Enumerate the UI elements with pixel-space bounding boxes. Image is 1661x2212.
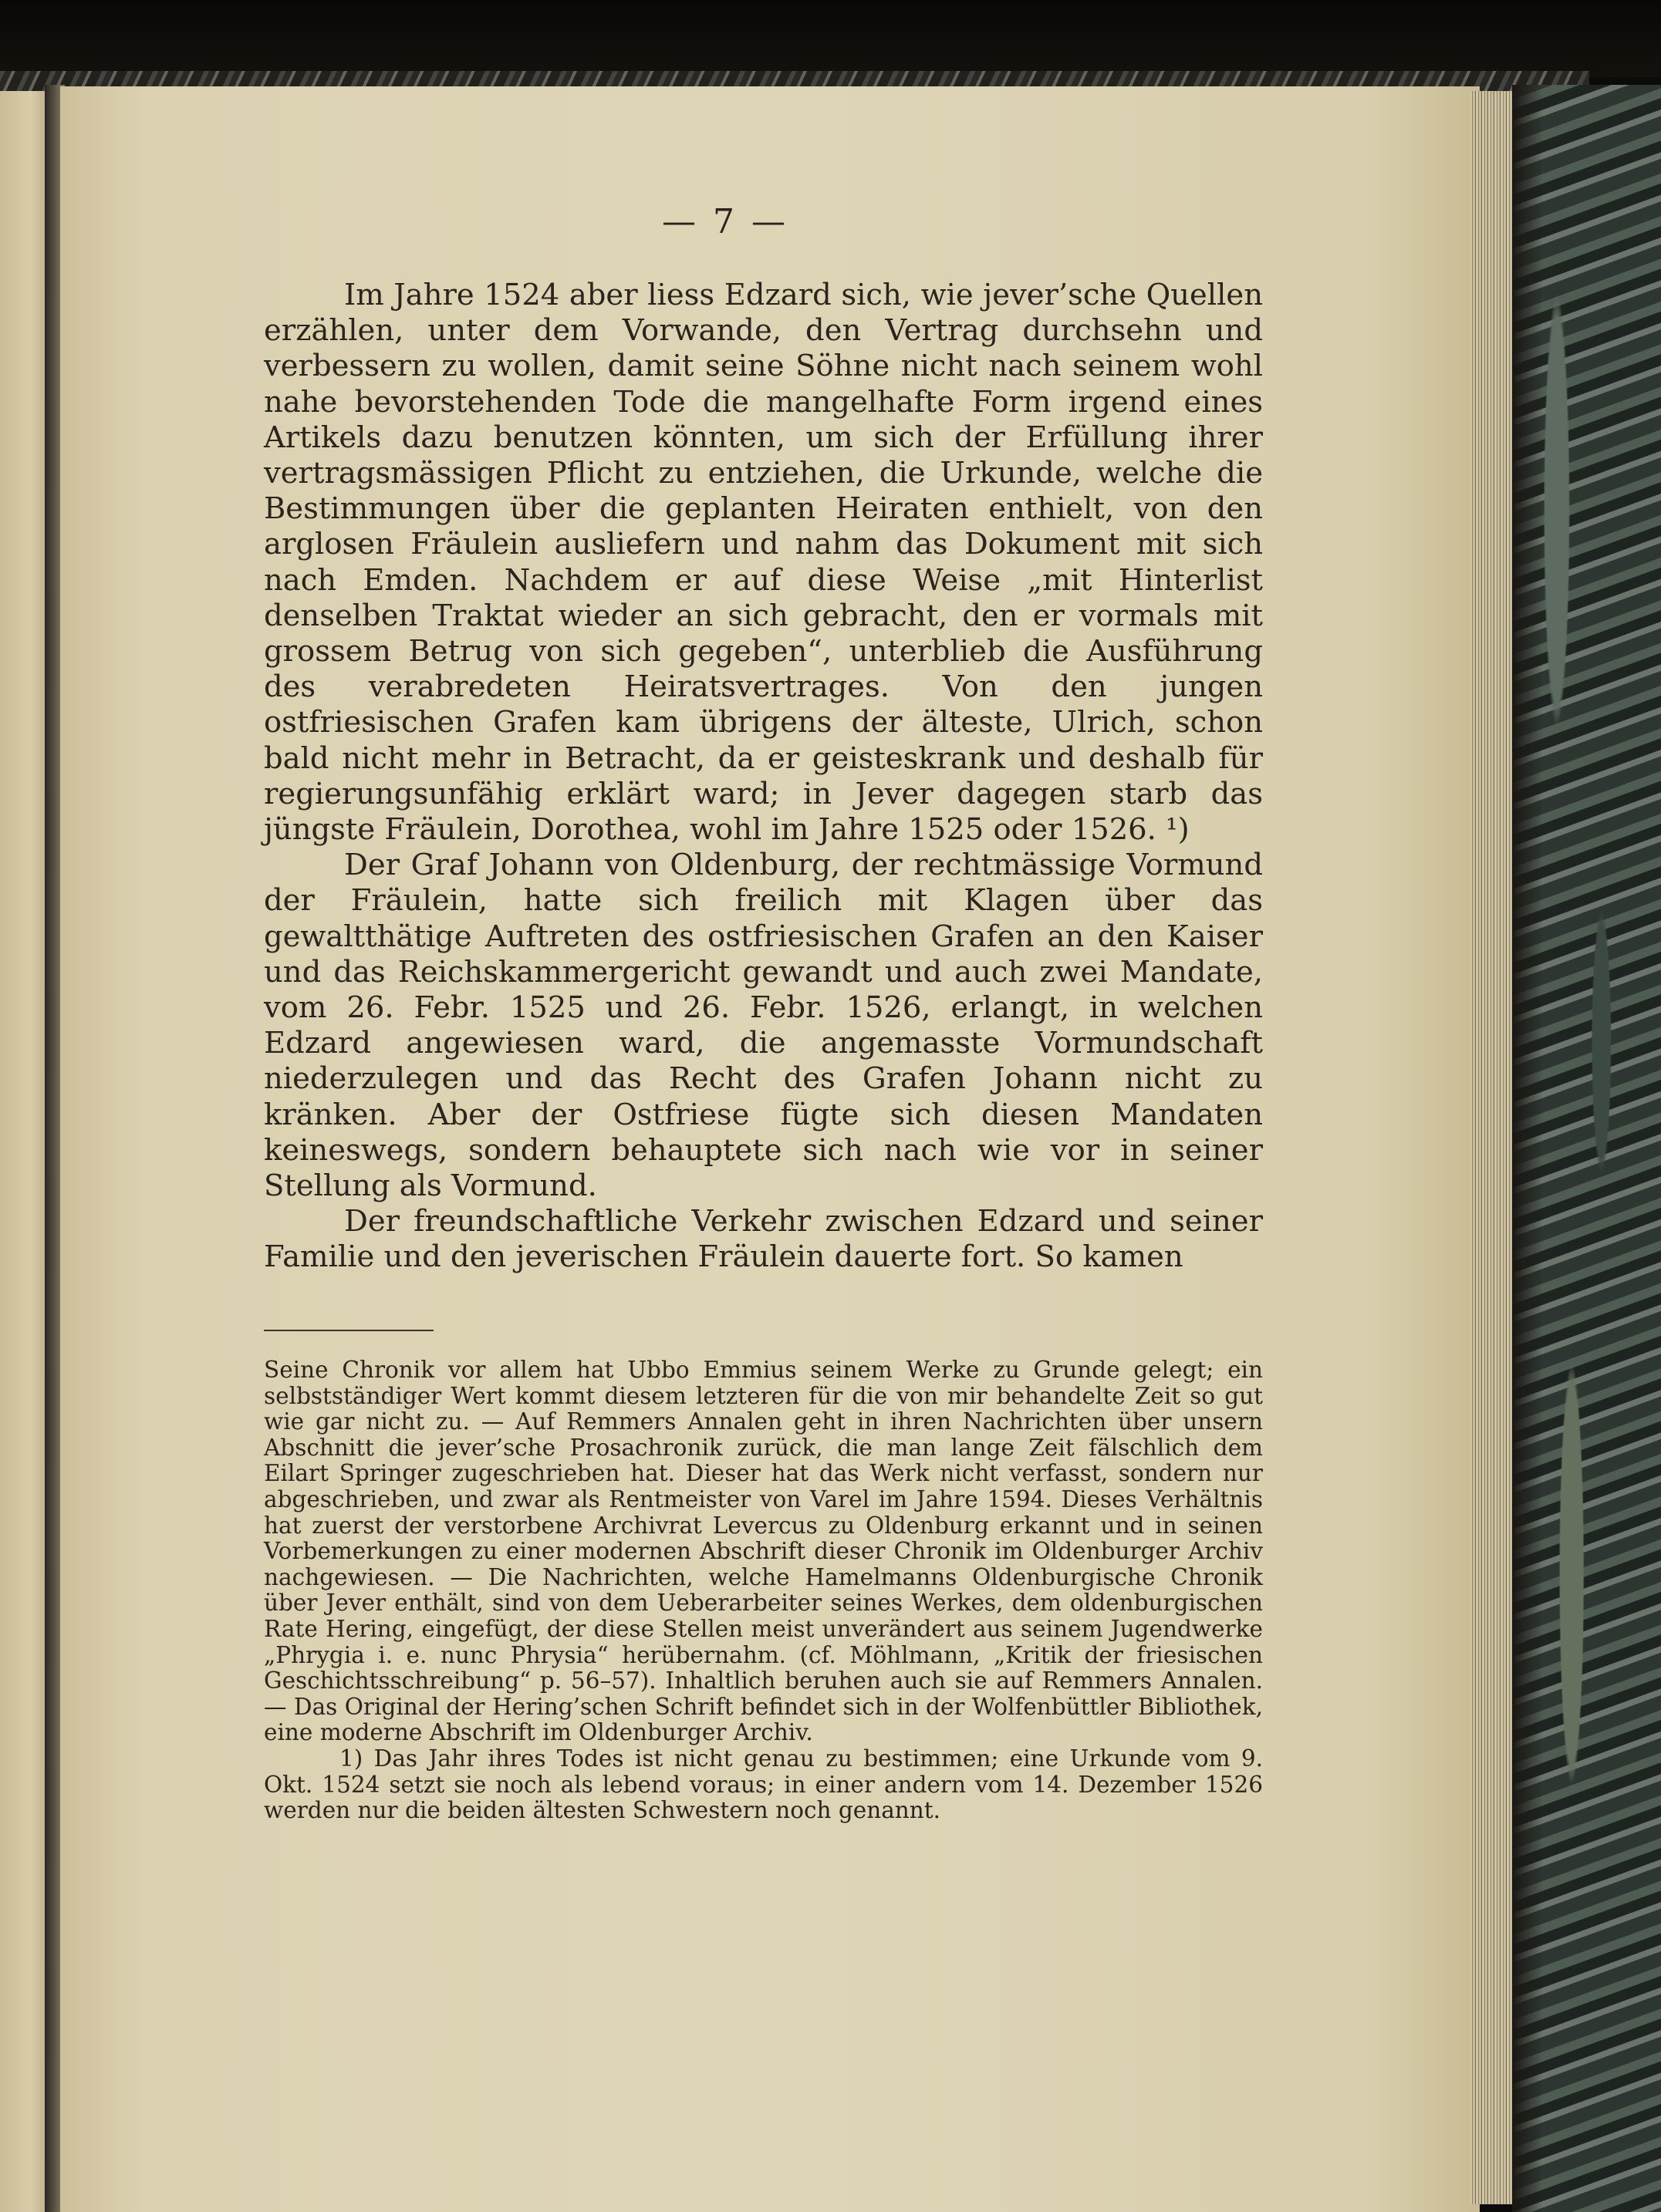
footnote-separator bbox=[264, 1330, 434, 1331]
paragraph: Der freundschaftliche Verkehr zwischen Edzard und seiner Familie und den jeverischen Fräulein dauerte fort. So kamen bbox=[264, 1204, 1263, 1275]
main-text bbox=[264, 278, 1263, 1276]
paragraph: Der Graf Johann von Oldenburg, der rechtmässige Vormund der Fräulein, hatte sich freilich mit Klagen über das gewaltthätige Auftreten des ostfriesischen Grafen an den Kaiser und das Reichskammergericht gewandt und auch zwei Mandate, vom 26. Febr. 1525 und 26. Febr. 1526, erlangt, in welchen Edzard angewiesen ward, die angemasste Vormundschaft niederzulegen und das Recht des Grafen Johann nicht zu kränken. Aber der Ostfriese fügte sich diesen Mandaten keineswegs, sondern behauptete sich nach wie vor in seiner Stellung als Vormund. bbox=[264, 848, 1263, 1204]
footnote-continuation: Seine Chronik vor allem hat Ubbo Emmius seinem Werke zu Grunde gelegt; ein selbstständiger Wert kommt diesem letzteren für die von mir behandelte Zeit so gut wie gar nicht zu. — Auf Remmers Annalen geht in ihren Nachrichten über unsern Abschnitt die jever’sche Prosachronik zurück, die man lange Zeit fälschlich dem Eilart Springer zugeschrieben hat. Dieser hat das Werk nicht verfasst, sondern nur abgeschrieben, und zwar als Rentmeister von Varel im Jahre 1594. Dieses Verhältnis hat zuerst der verstorbene Archivrat Levercus zu Oldenburg erkannt und in seinen Vorbemerkungen zu einer modernen Abschrift dieser Chronik im Oldenburger Archiv nachgewiesen. — Die Nachrichten, welche Hamelmanns Oldenburgische Chronik über Jever enthält, sind von dem Ueberarbeiter seines Werkes, dem oldenburgischen Rate Hering, eingefügt, der diese Stellen meist unverändert aus seinem Jugendwerke „Phrygia i. e. nunc Phrysia“ herübernahm. (cf. Möhlmann, „Kritik der friesischen Geschichtsschreibung“ p. 56–57). Inhaltlich beruhen auch sie auf Remmers Annalen. — Das Original der Hering’schen Schrift befindet sich in der Wolfenbüttler Bibliothek, eine moderne Abschrift im Oldenburger Archiv. bbox=[264, 1357, 1263, 1746]
footnotes bbox=[264, 1357, 1263, 1824]
previous-page-edge bbox=[0, 91, 51, 2212]
paragraph: Im Jahre 1524 aber liess Edzard sich, wie jever’sche Quellen erzählen, unter dem Vorwande, den Vertrag durchsehn und verbessern zu wollen, damit seine Söhne nicht nach seinem wohl nahe bevorstehenden Tode die mangelhafte Form irgend eines Artikels dazu benutzen könnten, um sich der Erfüllung ihrer vertragsmässigen Pflicht zu entziehen, die Urkunde, welche die Bestimmungen über die geplanten Heiraten enthielt, von den arglosen Fräulein ausliefern und nahm das Dokument mit sich nach Emden. Nachdem er auf diese Weise „mit Hinterlist denselben Traktat wieder an sich gebracht, den er vormals mit grossem Betrug von sich gegeben“, unterblieb die Ausführung des verabredeten Heiratsvertrages. Von den jungen ostfriesischen Grafen kam übrigens der älteste, Ulrich, schon bald nicht mehr in Betracht, da er geisteskrank und deshalb für regierungsunfähig erklärt ward; in Jever dagegen starb das jüngste Fräulein, Dorothea, wohl im Jahre 1525 oder 1526. ¹) bbox=[264, 278, 1263, 848]
cover-shadow bbox=[1512, 85, 1543, 2212]
page-number: — 7 — bbox=[662, 202, 788, 241]
page-stack-edges bbox=[1470, 91, 1516, 2204]
footnote-1: 1) Das Jahr ihres Todes ist nicht genau zu bestimmen; eine Urkunde vom 9. Okt. 1524 setzt sie noch als lebend voraus; in einer andern vom 14. Dezember 1526 werden nur die beiden ältesten Schwestern noch genannt. bbox=[264, 1745, 1263, 1824]
background-dark bbox=[0, 0, 1661, 77]
